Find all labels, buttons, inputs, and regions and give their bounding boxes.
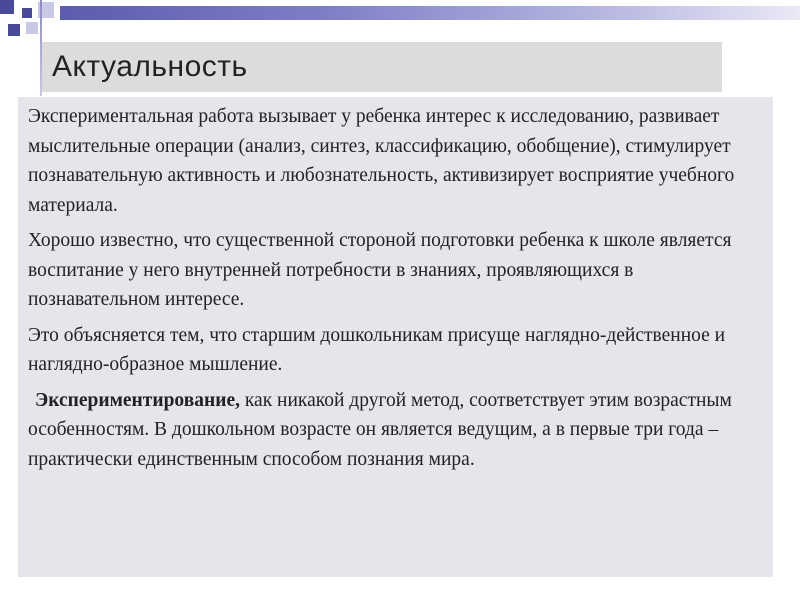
- title-box: [42, 42, 722, 92]
- paragraph: Это объясняется тем, что старшим дошкольникам присуще наглядно-действенное и наглядно-образное мышление.: [28, 324, 726, 375]
- decor-square: [8, 24, 20, 36]
- paragraph-text: как никакой другой метод, соответствует этим возрастным особенностям. В дошкольном возрасте он является ведущим, а в первые три года – практически единственным способом познания мира.: [28, 389, 732, 470]
- decor-square: [22, 8, 32, 18]
- paragraph: Экспериментальная работа вызывает у ребенка интерес к исследованию, развивает мыслительные операции (анализ, синтез, классификацию, обобщение), стимулирует познавательную активность и любознательность, активизирует восприятие учебного материала.: [28, 106, 735, 216]
- decor-square: [26, 22, 38, 34]
- content-box: [18, 97, 773, 577]
- slide-title: Актуальность: [52, 50, 248, 83]
- bold-term: Экспериментирование,: [35, 389, 240, 411]
- decor-square: [0, 0, 14, 14]
- header-gradient-bar: [60, 6, 800, 20]
- paragraph: Хорошо известно, что существенной стороной подготовки ребенка к школе является воспитание у него внутренней потребности в знаниях, проявляющихся в познавательном интересе.: [28, 230, 732, 310]
- paragraph-last: [28, 386, 759, 475]
